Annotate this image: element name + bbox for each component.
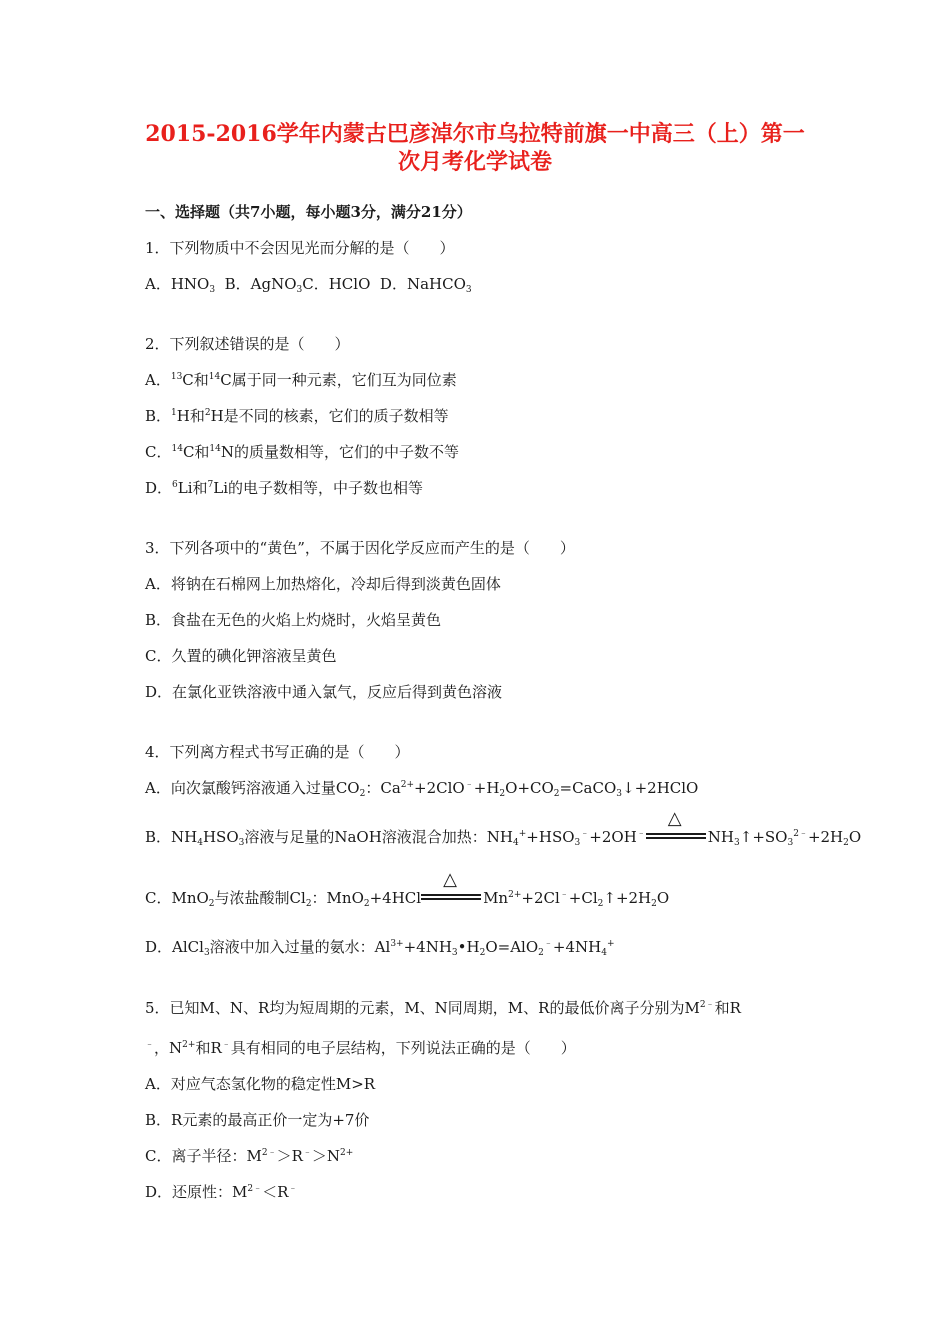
q5-option-c: C．离子半径：$M^{2﹣}>R^﹣>N^{2+}$ bbox=[145, 1147, 354, 1165]
q2-option-a: A．$^{13}$C和$^{14}$C属于同一种元素，它们互为同位素 bbox=[145, 371, 457, 389]
q5-option-d: D．还原性：$M^{2﹣}<R^﹣$ bbox=[145, 1183, 298, 1201]
section-heading: 一、选择题（共7小题，每小题3分，满分21分） bbox=[145, 203, 472, 221]
heat-equals-sign: △ bbox=[421, 885, 483, 905]
q1-options bbox=[145, 274, 472, 294]
q1-option-a: A．$HNO_3$ bbox=[145, 275, 216, 295]
title-line-1: 2015-2016学年内蒙古巴彦淖尔市乌拉特前旗一中高三（上）第一 bbox=[145, 121, 805, 147]
q1-stem: 1．下列物质中不会因见光而分解的是（ ） bbox=[145, 239, 455, 257]
q3-stem: 3．下列各项中的“黄色”，不属于因化学反应而产生的是（ ） bbox=[145, 539, 575, 557]
q2-stem: 2．下列叙述错误的是（ ） bbox=[145, 335, 350, 353]
q5-stem-line-1: 5．已知M、N、R均为短周期的元素，M、N同周期，M、R的最低价离子分别为$M^{2﹣}$和R bbox=[145, 999, 741, 1017]
q4-stem: 4．下列离方程式书写正确的是（ ） bbox=[145, 743, 410, 761]
q5-option-b: B．R元素的最高正价一定为+7价 bbox=[145, 1111, 370, 1129]
q3-option-b: B．食盐在无色的火焰上灼烧时，火焰呈黄色 bbox=[145, 611, 442, 629]
q1-option-b: B．AgNO$_3$ bbox=[215, 275, 303, 295]
q4-option-c: C．MnO$_2$与浓盐酸制$Cl_2$：MnO$_2$+4HCl △ $Mn^{2+}+2Cl^﹣+Cl_2↑+2H_2O$ bbox=[145, 869, 670, 909]
q4-option-d: D．AlCl$_3$溶液中加入过量的氨水：$Al^{3+}+4NH_3•H_2O=AlO_2^﹣+4NH_4^+$ bbox=[145, 938, 615, 958]
heat-equals-sign: △ bbox=[646, 824, 708, 844]
q3-option-c: C．久置的碘化钾溶液呈黄色 bbox=[145, 647, 337, 665]
q5-stem-line-2: ﹣，$N^{2+}$和R﹣具有相同的电子层结构，下列说法正确的是（ ） bbox=[145, 1039, 576, 1057]
q4-option-b: B．$NH_4HSO_3$溶液与足量的NaOH溶液混合加热：$NH_4^++HSO_3^﹣+2OH^﹣$ △ $NH_3↑+SO_3^{2﹣}+2H_2O$ bbox=[145, 808, 862, 848]
q2-option-c: C．$^{14}$C和$^{14}$N的质量数相等，它们的中子数不等 bbox=[145, 443, 460, 461]
q1-option-d: D．NaHCO$_3$ bbox=[370, 275, 472, 295]
q3-option-d: D．在氯化亚铁溶液中通入氯气，反应后得到黄色溶液 bbox=[145, 683, 503, 701]
q2-option-b: B．$^1$H和$^2$H是不同的核素，它们的质子数相等 bbox=[145, 407, 449, 425]
q1-option-c: C．HClO bbox=[302, 275, 371, 293]
title-line-2: 次月考化学试卷 bbox=[397, 149, 552, 175]
q3-option-a: A．将钠在石棉网上加热熔化，冷却后得到淡黄色固体 bbox=[145, 575, 501, 593]
q2-option-d: D．$^6$Li和$^7$Li的电子数相等，中子数也相等 bbox=[145, 479, 424, 497]
exam-title bbox=[120, 120, 830, 176]
q4-option-a: A．向次氯酸钙溶液通入过量$CO_2$：$Ca^{2+}+2ClO^﹣+H_2O+CO_2=CaCO_3↓+2HClO$ bbox=[145, 779, 699, 799]
q5-option-a: A．对应气态氢化物的稳定性M>R bbox=[145, 1075, 376, 1093]
